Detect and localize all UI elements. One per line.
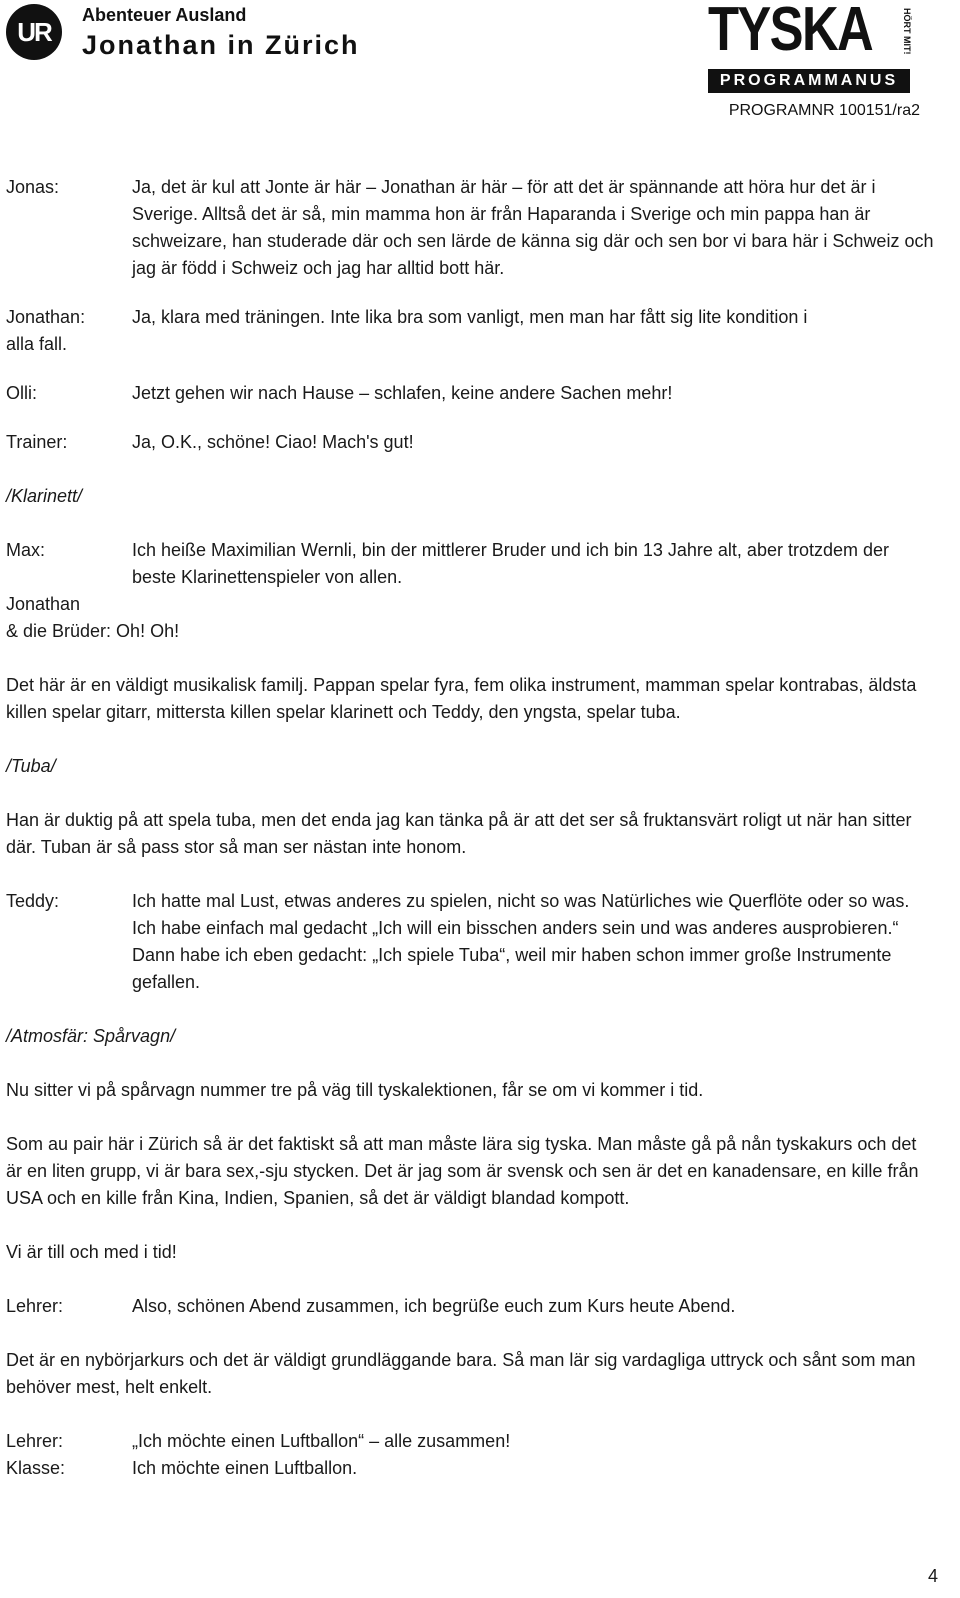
narration-aupair: Som au pair här i Zürich så är det faktiskt så att man måste lära sig tyska. Man måste gå på nån tyskakurs och det är en liten grupp, vi är bara sex,-sju stycken. Det är jag som är svensk och sen är det en kanadensare, en kille från USA och en kille från Kina, Indien, Spanien, så det är väldigt blandad kompott.	[6, 1134, 919, 1208]
speaker-jonathan-label: Jonathan:	[6, 307, 86, 327]
cue-klarinett: /Klarinett/	[6, 486, 83, 506]
narration-family: Det här är en väldigt musikalisk familj. Pappan spelar fyra, fem olika instrument, mamman spelar kontrabas, äldsta killen spelar gitarr, mittersta killen spelar klarinett och Teddy, den yngsta, spelar tuba.	[6, 675, 917, 722]
episode-title: Jonathan in Zürich	[82, 30, 360, 60]
dialogue-olli	[6, 380, 936, 407]
dialogue-klasse	[6, 1455, 936, 1482]
line-klasse: Ich möchte einen Luftballon.	[132, 1458, 358, 1478]
line-jonathan: Ja, klara med träningen. Inte lika bra som vanligt, men man har fått sig lite kondition i	[132, 307, 808, 327]
dialogue-teddy	[6, 888, 936, 996]
speaker-lehrer: Lehrer:	[6, 1431, 64, 1451]
dialogue-trainer	[6, 429, 936, 456]
dialogue-lehrer-2	[6, 1428, 936, 1455]
dialogue-max	[6, 537, 936, 591]
dialogue-jonathan	[6, 304, 936, 358]
program-number: PROGRAMNR 100151/ra2	[728, 102, 920, 119]
line-max: Ich heiße Maximilian Wernli, bin der mittlerer Bruder und ich bin 13 Jahre alt, aber trotzdem der beste Klarinettenspieler von allen.	[132, 540, 890, 587]
narration-course: Det är en nybörjarkurs och det är väldigt grundläggande bara. Så man lär sig vardagliga uttryck och sånt som man behöver mest, helt enkelt.	[6, 1350, 916, 1397]
speaker-jonathan	[6, 304, 132, 358]
speaker-teddy: Teddy:	[6, 891, 60, 911]
tyska-logo-word: TYSKA	[708, 0, 873, 64]
line-olli: Jetzt gehen wir nach Hause – schlafen, keine andere Sachen mehr!	[132, 383, 673, 403]
speaker-max: Max:	[6, 540, 46, 560]
transcript	[6, 174, 936, 1482]
dialogue-lehrer-1	[6, 1293, 936, 1320]
ur-logo-text: UR	[17, 17, 51, 47]
speaker-klasse: Klasse:	[6, 1458, 66, 1478]
page-header	[0, 0, 960, 130]
cue-tuba: /Tuba/	[6, 756, 56, 776]
programmanus-bar: PROGRAMMANUS	[708, 69, 910, 93]
line-jonathan-brothers: & die Brüder: Oh! Oh!	[6, 621, 180, 641]
narration-tram: Nu sitter vi på spårvagn nummer tre på väg till tyskalektionen, får se om vi kommer i tid.	[6, 1080, 704, 1100]
line-lehrer-1: Also, schönen Abend zusammen, ich begrüße euch zum Kurs heute Abend.	[132, 1296, 736, 1316]
series-title: Abenteuer Ausland	[82, 5, 247, 25]
narration-ontime: Vi är till och med i tid!	[6, 1242, 177, 1262]
speaker-olli: Olli:	[6, 383, 37, 403]
tyska-logo	[708, 0, 912, 94]
ur-logo	[6, 4, 62, 60]
line-jonas: Ja, det är kul att Jonte är här – Jonathan är här – för att det är spännande att höra hur det är i Sverige. Alltså det är så, min mamma hon är från Haparanda i Sverige och min pappa han är schweizare, han studerade där och sen lärde de känna sig där och sen bor vi bara här i Schweiz och jag är född i Schweiz och jag har alltid bott här.	[132, 177, 934, 278]
line-trainer: Ja, O.K., schöne! Ciao! Mach's gut!	[132, 432, 414, 452]
narration-tuba: Han är duktig på att spela tuba, men det enda jag kan tänka på är att det ser så fruktansvärt roligt ut när han sitter där. Tuban är så pass stor så man ser nästan inte honom.	[6, 810, 912, 857]
speaker-jonathan-brothers: Jonathan	[6, 594, 81, 614]
line-teddy: Ich hatte mal Lust, etwas anderes zu spielen, nicht so was Natürliches wie Querflöte oder so was. Ich habe einfach mal gedacht „Ich will ein bisschen anders sein und was anderes ausprobieren.“ Dann habe ich eben gedacht: „Ich spiele Tuba“, weil mir haben schon immer große Instrumente gefallen.	[132, 891, 910, 992]
speaker-trainer: Trainer:	[6, 432, 68, 452]
cue-tram: /Atmosfär: Spårvagn/	[6, 1026, 176, 1046]
speaker-jonas: Jonas:	[6, 177, 60, 197]
page-number: 4	[927, 1566, 938, 1586]
tyska-logo-tagline: HÖRT MIT!	[902, 8, 912, 55]
speaker-lehrer: Lehrer:	[6, 1296, 64, 1316]
line-lehrer-2: „Ich möchte einen Luftballon“ – alle zusammen!	[132, 1431, 511, 1451]
dialogue-jonas	[6, 174, 936, 282]
speaker-jonathan-continuation: alla fall.	[6, 334, 68, 354]
